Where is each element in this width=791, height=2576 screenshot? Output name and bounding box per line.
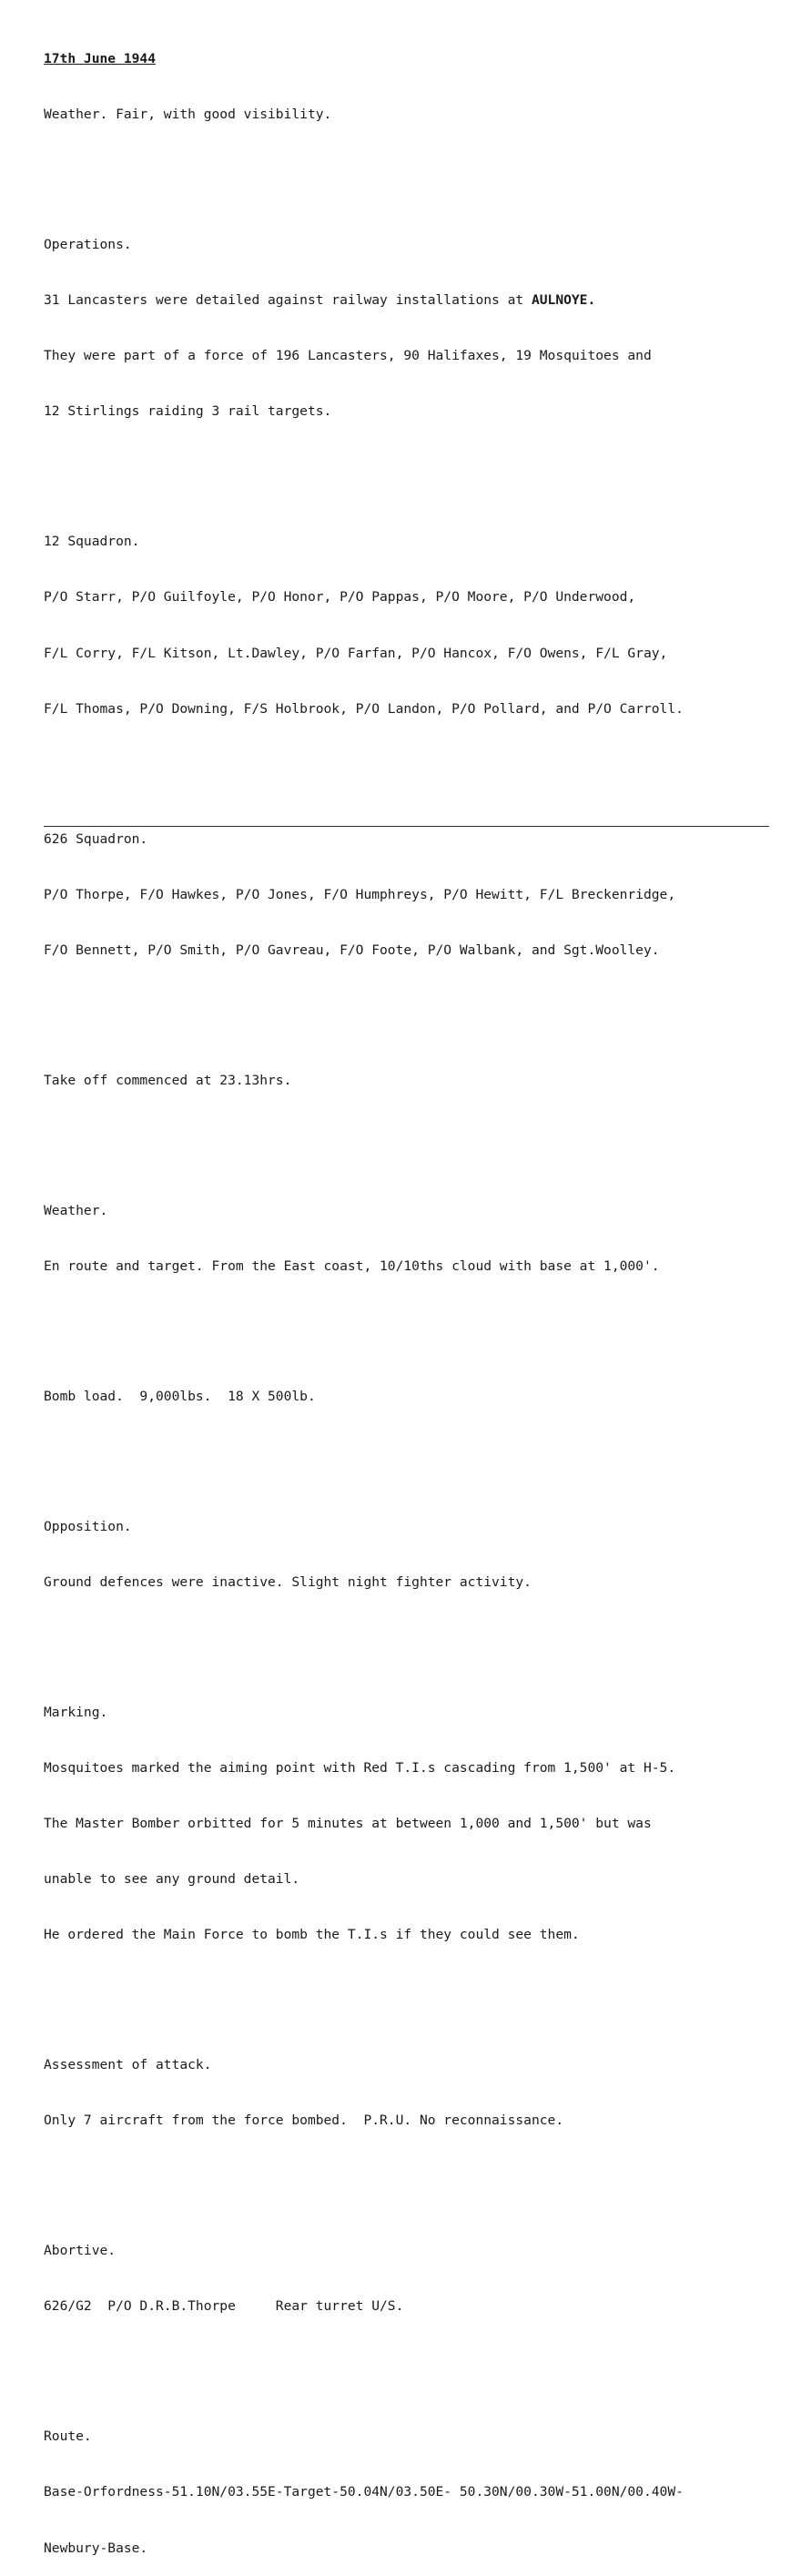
marking-line: Mosquitoes marked the aiming point with Red T.I.s cascading from 1,500' at H-5. (44, 1759, 676, 1776)
opposition-detail: Ground defences were inactive. Slight night fighter activity. (44, 1573, 532, 1590)
squadron-626-crew-line: F/O Bennett, P/O Smith, P/O Gavreau, F/O Foote, P/O Walbank, and Sgt.Woolley. (44, 942, 660, 959)
document-date: 17th June 1944 (44, 50, 157, 66)
squadron-12-crew-line: F/L Thomas, P/O Downing, F/S Holbrook, P/O Landon, P/O Pollard, and P/O Carroll. (44, 700, 684, 717)
squadron-626-crew-line: P/O Thorpe, F/O Hawkes, P/O Jones, F/O Humphreys, P/O Hewitt, F/L Breckenridge, (44, 886, 676, 902)
spacer (44, 459, 781, 477)
operations-line-3: 12 Stirlings raiding 3 rail targets. (44, 403, 332, 420)
page-divider (44, 826, 769, 827)
operations-heading: Operations. (44, 236, 132, 252)
marking-line: He ordered the Main Force to bomb the T.I.s if they could see them. (44, 1927, 580, 1943)
operations-target: AULNOYE. (531, 292, 596, 309)
squadron-12-heading: 12 Squadron. (44, 534, 140, 550)
takeoff-time: Take off commenced at 23.13hrs. (44, 1072, 292, 1088)
operations-line-1 (44, 291, 781, 310)
assessment-detail: Only 7 aircraft from the force bombed. P.R.U. No reconnaissance. (44, 2113, 564, 2129)
weather-heading: Weather. (44, 1202, 108, 1218)
spacer (44, 1443, 781, 1461)
route-heading: Route. (44, 2428, 92, 2445)
weather-summary: Weather. Fair, with good visibility. (44, 107, 332, 123)
spacer (44, 1127, 781, 1145)
route-line: Base-Orfordness-51.10N/03.55E-Target-50.04N/03.50E- 50.30N/00.30W-51.00N/00.40W- (44, 2484, 684, 2500)
assessment-heading: Assessment of attack. (44, 2057, 212, 2073)
operations-line-1-text: 31 Lancasters were detailed against railway installations at (44, 292, 532, 309)
spacer (44, 2354, 781, 2372)
squadron-12-crew-line: F/L Corry, F/L Kitson, Lt.Dawley, P/O Farfan, P/O Hancox, F/O Owens, F/L Gray, (44, 645, 668, 661)
spacer (44, 2168, 781, 2186)
squadron-12-crew-line: P/O Starr, P/O Guilfoyle, P/O Honor, P/O Pappas, P/O Moore, P/O Underwood, (44, 589, 636, 606)
marking-line: The Master Bomber orbitted for 5 minutes at between 1,000 and 1,500' but was (44, 1815, 652, 1831)
document-page (44, 13, 781, 2576)
operations-line-2: They were part of a force of 196 Lancasters, 90 Halifaxes, 19 Mosquitoes and (44, 348, 652, 364)
bomb-load: Bomb load. 9,000lbs. 18 X 500lb. (44, 1388, 316, 1404)
spacer (44, 997, 781, 1015)
spacer (44, 756, 781, 774)
spacer (44, 161, 781, 179)
spacer (44, 1629, 781, 1647)
squadron-626-heading: 626 Squadron. (44, 830, 148, 847)
abortive-heading: Abortive. (44, 2243, 117, 2259)
marking-heading: Marking. (44, 1704, 108, 1720)
spacer (44, 1982, 781, 2001)
marking-line: unable to see any ground detail. (44, 1871, 300, 1888)
route-line: Newbury-Base. (44, 2540, 148, 2556)
spacer (44, 1313, 781, 1331)
abortive-detail: 626/G2 P/O D.R.B.Thorpe Rear turret U/S. (44, 2298, 404, 2315)
weather-detail: En route and target. From the East coast, 10/10ths cloud with base at 1,000'. (44, 1257, 660, 1274)
opposition-heading: Opposition. (44, 1518, 132, 1534)
